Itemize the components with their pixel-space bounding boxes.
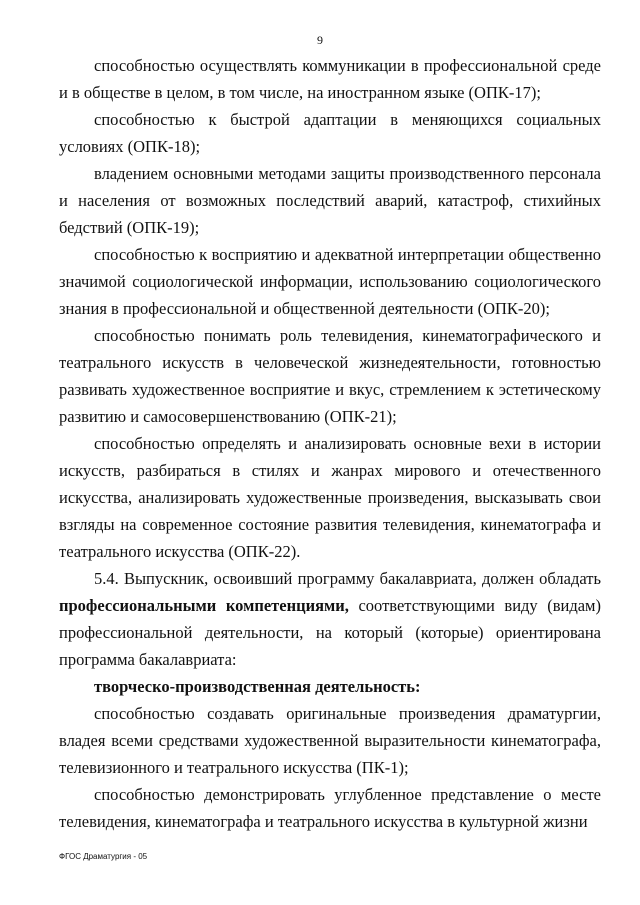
paragraph-pk-2-partial: способностью демонстрировать углубленное представление о месте телевидения, кинематографа и театрального искусства в культурной жизни: [59, 785, 601, 831]
section-heading: творческо-производственная деятельность:: [94, 677, 421, 696]
section-5-4-suffix: соответствующими виду (видам) профессиональной деятельности, на который (которые) ориентирована программа бакалавриата:: [59, 596, 601, 669]
paragraph-opk-20: способностью к восприятию и адекватной интерпретации общественно значимой социологической информации, использованию социологического знания в профессиональной и общественной деятельности (ОПК-20);: [59, 245, 601, 318]
paragraph-opk-18: способностью к быстрой адаптации в меняющихся социальных условиях (ОПК-18);: [59, 110, 601, 156]
footer-label: ФГОС Драматургия - 05: [59, 852, 148, 861]
page-number: 9: [317, 33, 323, 47]
paragraph-pk-1: способностью создавать оригинальные произведения драматургии, владея всеми средствами художественной выразительности кинематографа, телевизионного и театрального искусства (ПК-1);: [59, 704, 601, 777]
section-5-4-prefix: 5.4. Выпускник, освоивший программу бакалавриата, должен обладать: [94, 569, 601, 588]
document-body: [59, 52, 601, 835]
paragraph-section-5-4: [59, 565, 601, 673]
section-5-4-bold: профессиональными компетенциями,: [59, 596, 349, 615]
paragraph-opk-17: способностью осуществлять коммуникации в профессиональной среде и в обществе в целом, в том числе, на иностранном языке (ОПК-17);: [59, 56, 601, 102]
paragraph-opk-21: способностью понимать роль телевидения, кинематографического и театрального искусств в человеческой жизнедеятельности, готовностью развивать художественное восприятие и вкус, стремлением к эстетическому развитию и самосовершенствованию (ОПК-21);: [59, 326, 601, 426]
paragraph-opk-19: владением основными методами защиты производственного персонала и населения от возможных последствий аварий, катастроф, стихийных бедствий (ОПК-19);: [59, 164, 601, 237]
paragraph-opk-22: способностью определять и анализировать основные вехи в истории искусств, разбираться в стилях и жанрах мирового и отечественного искусства, анализировать художественные произведения, высказывать свои взгляды на современное состояние развития телевидения, кинематографа и театрального искусства (ОПК-22).: [59, 434, 601, 561]
